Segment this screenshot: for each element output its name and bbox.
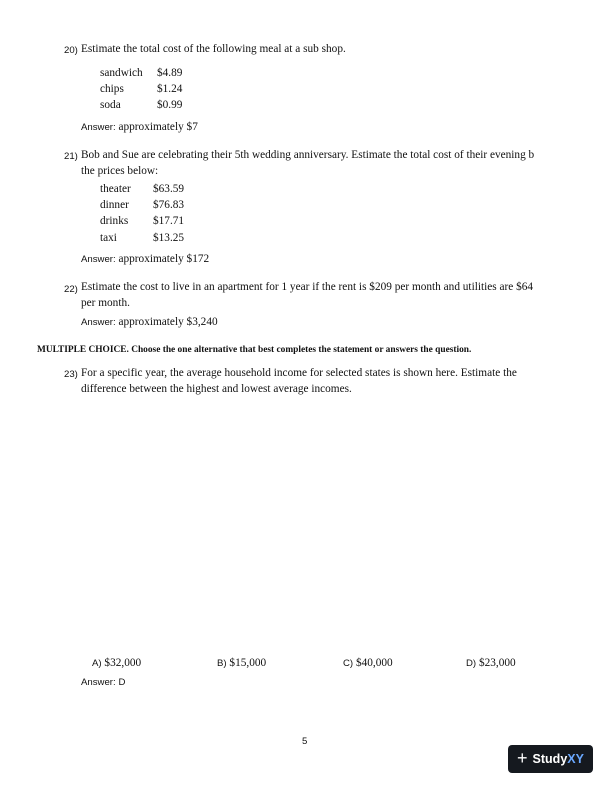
choice-a	[92, 657, 141, 669]
choice-value: $15,000	[229, 657, 267, 669]
question-text: Estimate the total cost of the following meal at a sub shop.	[81, 43, 346, 55]
item-price: $17.71	[153, 215, 185, 227]
item-name: dinner	[100, 199, 129, 211]
item-name: chips	[100, 83, 124, 95]
answer-value: approximately $7	[118, 121, 198, 133]
question-number: 20)	[64, 45, 78, 56]
question-number: 22)	[64, 284, 78, 295]
item-price: $0.99	[157, 99, 183, 111]
answer-line	[81, 253, 209, 265]
question-text: Estimate the cost to live in an apartment for 1 year if the rent is $209 per month and utilities are $64	[81, 281, 534, 293]
choice-value: $40,000	[355, 657, 393, 669]
item-name: theater	[100, 183, 131, 195]
item-price: $76.83	[153, 199, 185, 211]
brand-name-main: Study	[532, 752, 568, 766]
item-price: $4.89	[157, 67, 183, 79]
answer-value: D	[118, 677, 126, 688]
answer-value: approximately $172	[118, 253, 210, 265]
page-number: 5	[302, 736, 308, 747]
question-text: the prices below:	[81, 165, 159, 177]
answer-label: Answer:	[81, 254, 116, 265]
answer-line	[81, 676, 125, 688]
item-price: $13.25	[153, 232, 185, 244]
choice-c	[343, 657, 393, 669]
answer-line	[81, 316, 218, 328]
question-text: For a specific year, the average household income for selected states is shown here. Estimate the	[81, 367, 517, 379]
item-name: drinks	[100, 215, 129, 227]
question-number: 23)	[64, 369, 78, 380]
answer-line	[81, 121, 198, 133]
choice-letter: B)	[217, 658, 227, 669]
choice-value: $23,000	[478, 657, 516, 669]
question-text: Bob and Sue are celebrating their 5th wedding anniversary. Estimate the total cost of their evening b	[81, 149, 535, 161]
item-price: $63.59	[153, 183, 185, 195]
plus-icon: +	[517, 747, 528, 768]
choice-value: $32,000	[104, 657, 142, 669]
studyxy-badge[interactable]	[508, 745, 593, 773]
question-text: per month.	[81, 297, 130, 309]
choice-letter: A)	[92, 658, 102, 669]
answer-label: Answer:	[81, 122, 116, 133]
choice-letter: D)	[466, 658, 477, 669]
choice-letter: C)	[343, 658, 354, 669]
item-name: sandwich	[100, 67, 143, 79]
section-heading: MULTIPLE CHOICE. Choose the one alternative that best completes the statement or answers the question.	[37, 345, 472, 355]
answer-value: approximately $3,240	[118, 316, 218, 328]
item-name: taxi	[100, 232, 117, 244]
answer-label: Answer:	[81, 317, 116, 328]
question-number: 21)	[64, 151, 78, 162]
question-text: difference between the highest and lowest average incomes.	[81, 383, 352, 395]
choice-d	[466, 657, 516, 669]
item-name: soda	[100, 99, 121, 111]
brand-name-accent: XY	[567, 752, 584, 766]
choice-b	[217, 657, 266, 669]
answer-label: Answer:	[81, 677, 116, 688]
item-price: $1.24	[157, 83, 183, 95]
